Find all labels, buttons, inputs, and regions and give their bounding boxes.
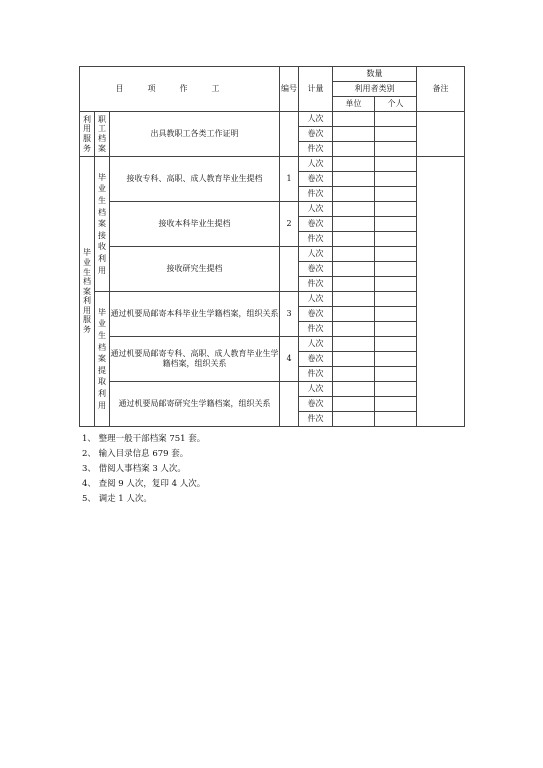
unit-cell: 人次 bbox=[299, 112, 333, 127]
value-cell bbox=[333, 112, 375, 127]
unit-cell: 人次 bbox=[299, 382, 333, 397]
header-user-category: 利用者类别 bbox=[333, 82, 417, 97]
value-cell bbox=[375, 142, 417, 157]
value-cell bbox=[375, 172, 417, 187]
item-mail-undergrad: 通过机要局邮寄本科毕业生学籍档案，组织关系 bbox=[110, 292, 280, 337]
item-number: 2 bbox=[280, 202, 299, 247]
note-item: 4、 查阅 9 人次，复印 4 人次。 bbox=[82, 479, 206, 489]
value-cell bbox=[375, 382, 417, 397]
value-cell bbox=[333, 262, 375, 277]
value-cell bbox=[333, 202, 375, 217]
unit-cell: 件次 bbox=[299, 232, 333, 247]
value-cell bbox=[375, 112, 417, 127]
unit-cell: 人次 bbox=[299, 157, 333, 172]
value-cell bbox=[333, 397, 375, 412]
item-number bbox=[280, 247, 299, 292]
unit-cell: 件次 bbox=[299, 277, 333, 292]
header-number: 编号 bbox=[280, 67, 299, 112]
value-cell bbox=[375, 277, 417, 292]
header-quantity: 数量 bbox=[333, 67, 417, 82]
item-number: 1 bbox=[280, 157, 299, 202]
statistics-table bbox=[79, 66, 465, 427]
value-cell bbox=[375, 352, 417, 367]
value-cell bbox=[375, 247, 417, 262]
value-cell bbox=[333, 307, 375, 322]
value-cell bbox=[333, 367, 375, 382]
value-cell bbox=[333, 277, 375, 292]
value-cell bbox=[375, 337, 417, 352]
unit-cell: 件次 bbox=[299, 412, 333, 427]
item-number: 4 bbox=[280, 337, 299, 382]
item-mail-college: 通过机要局邮寄专科、高职、成人教育毕业生学籍档案，组织关系 bbox=[110, 337, 280, 382]
value-cell bbox=[333, 382, 375, 397]
value-cell bbox=[375, 397, 417, 412]
note-item: 3、 借阅人事档案 3 人次。 bbox=[82, 464, 186, 474]
value-cell bbox=[333, 412, 375, 427]
value-cell bbox=[375, 127, 417, 142]
item-number bbox=[280, 382, 299, 427]
note-item: 5、 调走 1 人次。 bbox=[82, 494, 152, 504]
item-staff-certificate: 出具教职工各类工作证明 bbox=[110, 112, 280, 157]
unit-cell: 卷次 bbox=[299, 307, 333, 322]
header-unit-measure: 计量 bbox=[299, 67, 333, 112]
value-cell bbox=[375, 202, 417, 217]
value-cell bbox=[375, 187, 417, 202]
subcategory-staff-archive: 职 工 档 案 bbox=[95, 112, 110, 157]
value-cell bbox=[375, 232, 417, 247]
value-cell bbox=[333, 142, 375, 157]
value-cell bbox=[375, 367, 417, 382]
value-cell bbox=[333, 247, 375, 262]
subcategory-graduate-receive: 毕 业 生 档 案 接 收 利 用 bbox=[95, 157, 110, 292]
value-cell bbox=[333, 322, 375, 337]
notes-list bbox=[82, 432, 205, 507]
value-cell bbox=[333, 217, 375, 232]
unit-cell: 卷次 bbox=[299, 352, 333, 367]
value-cell bbox=[375, 307, 417, 322]
note-item: 2、 输入目录信息 679 套。 bbox=[82, 449, 189, 459]
value-cell bbox=[333, 232, 375, 247]
unit-cell: 卷次 bbox=[299, 217, 333, 232]
unit-cell: 件次 bbox=[299, 142, 333, 157]
subcategory-graduate-extract: 毕 业 生 档 案 提 取 利 用 bbox=[95, 292, 110, 427]
unit-cell: 卷次 bbox=[299, 127, 333, 142]
header-org: 单位 bbox=[333, 97, 375, 112]
remark-cell bbox=[417, 157, 465, 427]
header-project-work: 目项作工 bbox=[80, 67, 280, 112]
item-receive-postgrad: 接收研究生提档 bbox=[110, 247, 280, 292]
unit-cell: 人次 bbox=[299, 202, 333, 217]
unit-cell: 人次 bbox=[299, 247, 333, 262]
note-item: 1、 整理一般干部档案 751 套。 bbox=[82, 434, 206, 444]
unit-cell: 件次 bbox=[299, 367, 333, 382]
value-cell bbox=[375, 157, 417, 172]
unit-cell: 件次 bbox=[299, 322, 333, 337]
value-cell bbox=[333, 157, 375, 172]
header-person: 个人 bbox=[375, 97, 417, 112]
value-cell bbox=[333, 127, 375, 142]
unit-cell: 件次 bbox=[299, 187, 333, 202]
value-cell bbox=[375, 262, 417, 277]
unit-cell: 人次 bbox=[299, 337, 333, 352]
unit-cell: 卷次 bbox=[299, 172, 333, 187]
item-number bbox=[280, 112, 299, 157]
item-receive-college: 接收专科、高职、成人教育毕业生提档 bbox=[110, 157, 280, 202]
value-cell bbox=[333, 172, 375, 187]
value-cell bbox=[375, 292, 417, 307]
unit-cell: 人次 bbox=[299, 292, 333, 307]
unit-cell: 卷次 bbox=[299, 397, 333, 412]
category-utilization-service: 利 用 服 务 bbox=[80, 112, 95, 157]
item-number: 3 bbox=[280, 292, 299, 337]
header-remarks: 备注 bbox=[417, 67, 465, 112]
item-receive-undergrad: 接收本科毕业生提档 bbox=[110, 202, 280, 247]
category-graduate-archive-service: 毕 业 生 档 案 利 用 服 务 bbox=[80, 157, 95, 427]
value-cell bbox=[375, 322, 417, 337]
value-cell bbox=[375, 412, 417, 427]
value-cell bbox=[375, 217, 417, 232]
unit-cell: 卷次 bbox=[299, 262, 333, 277]
remark-cell bbox=[417, 112, 465, 157]
value-cell bbox=[333, 352, 375, 367]
item-mail-postgrad: 通过机要局邮寄研究生学籍档案，组织关系 bbox=[110, 382, 280, 427]
value-cell bbox=[333, 337, 375, 352]
value-cell bbox=[333, 292, 375, 307]
value-cell bbox=[333, 187, 375, 202]
